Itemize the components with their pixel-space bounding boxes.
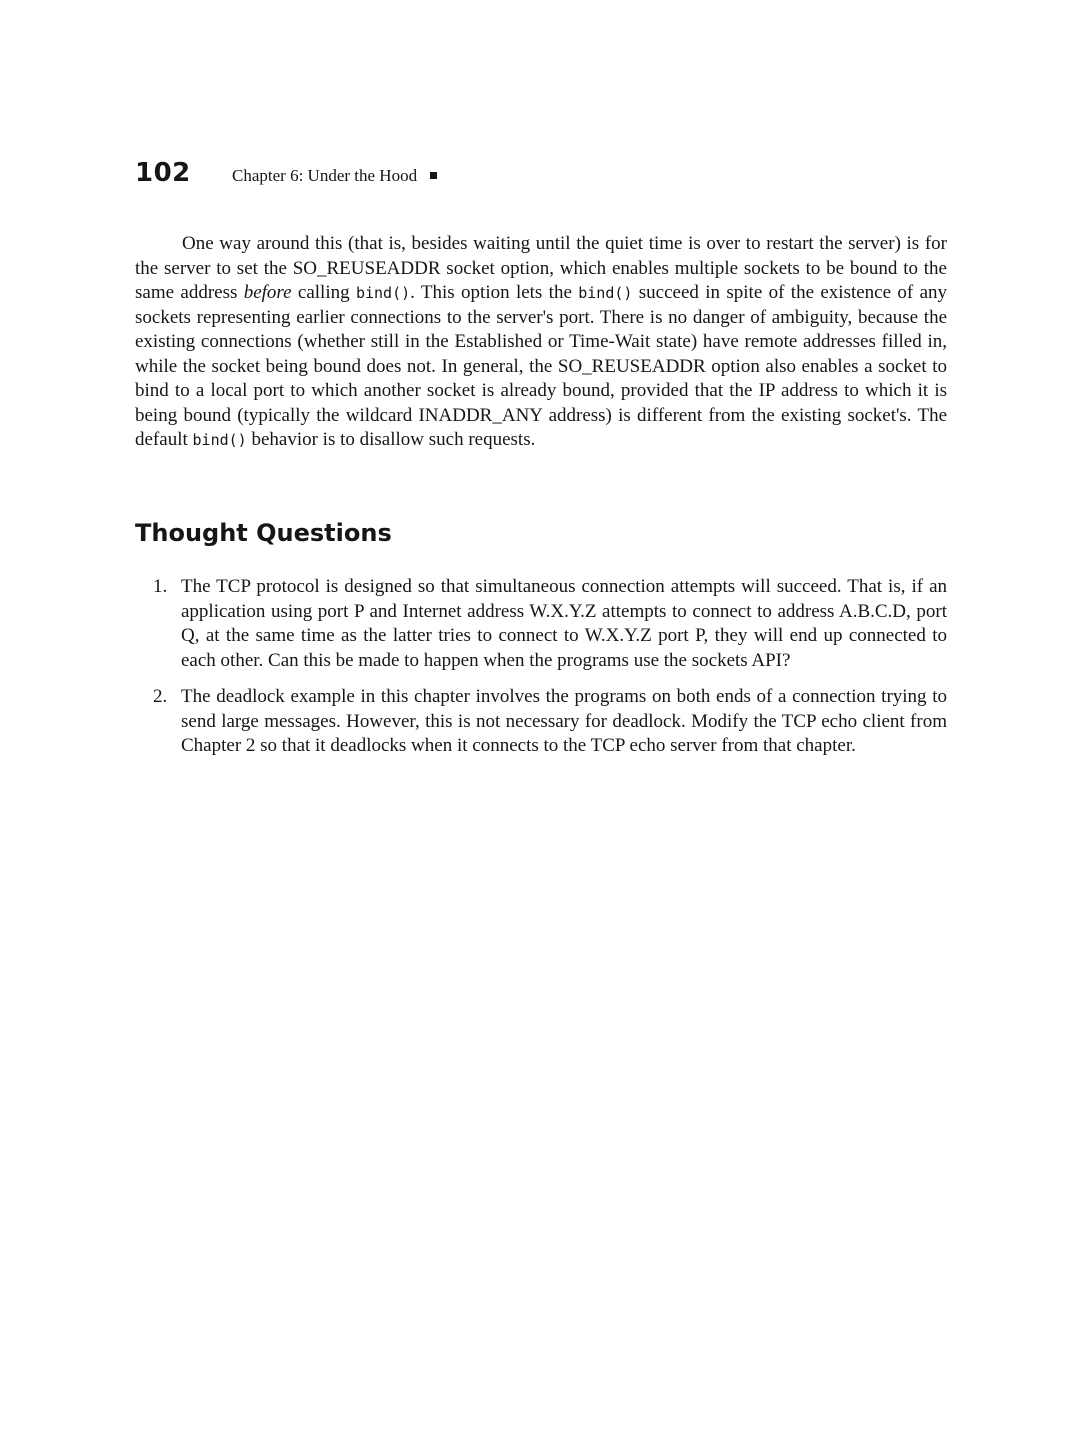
paragraph-text-3: . This option lets the: [410, 282, 579, 303]
page-header: [135, 158, 947, 192]
paragraph-text-4: succeed in spite of the existence of any sockets representing earlier connections to the server's port. There is no danger of ambiguity, because the existing connections (whether still in the Established or Time-Wait state) have remote addresses filled in, while the socket being bound does not. In general, the SO_REUSEADDR option also enables a socket to bind to a local port to which another socket is already bound, provided that the IP address to which it is being bound (typically the wildcard INADDR_ANY address) is different from the existing socket's. The default: [135, 282, 947, 450]
question-text: The TCP protocol is designed so that simultaneous connection attempts will succeed. That is, if an application using port P and Internet address W.X.Y.Z attempts to connect to address A.B.C.D, port Q, at the same time as the latter tries to connect to W.X.Y.Z port P, they will end up connected to each other. Can this be made to happen when the programs use the sockets API?: [181, 576, 947, 671]
question-item: [135, 575, 947, 673]
question-list: [135, 575, 947, 771]
code-bind-1: bind(): [355, 284, 411, 302]
code-bind-2: bind(): [578, 284, 633, 302]
running-head: [232, 166, 437, 186]
question-number: 1.: [153, 576, 168, 597]
code-bind-3: bind(): [192, 431, 247, 449]
body-paragraph: [135, 232, 947, 453]
square-bullet-icon: [430, 172, 437, 179]
question-number: 2.: [153, 686, 168, 707]
question-text: The deadlock example in this chapter involves the programs on both ends of a connection trying to send large messages. However, this is not necessary for deadlock. Modify the TCP echo client from Chapter 2 so that it deadlocks when it connects to the TCP echo server from that chapter.: [181, 686, 947, 756]
paragraph-text-2: calling: [291, 282, 356, 303]
section-heading: Thought Questions: [135, 519, 392, 547]
paragraph-text-5: behavior is to disallow such requests.: [246, 429, 536, 450]
running-head-text: Chapter 6: Under the Hood: [232, 166, 418, 185]
paragraph-text-1: One way around this (that is, besides waiting until the quiet time is over to restart the server) is for the server to set the SO_REUSEADDR socket option, which enables multiple sockets to be bound to the same address: [135, 233, 947, 303]
page-number: 102: [135, 158, 191, 188]
question-item: [135, 685, 947, 759]
paragraph-emphasis: before: [243, 282, 292, 303]
